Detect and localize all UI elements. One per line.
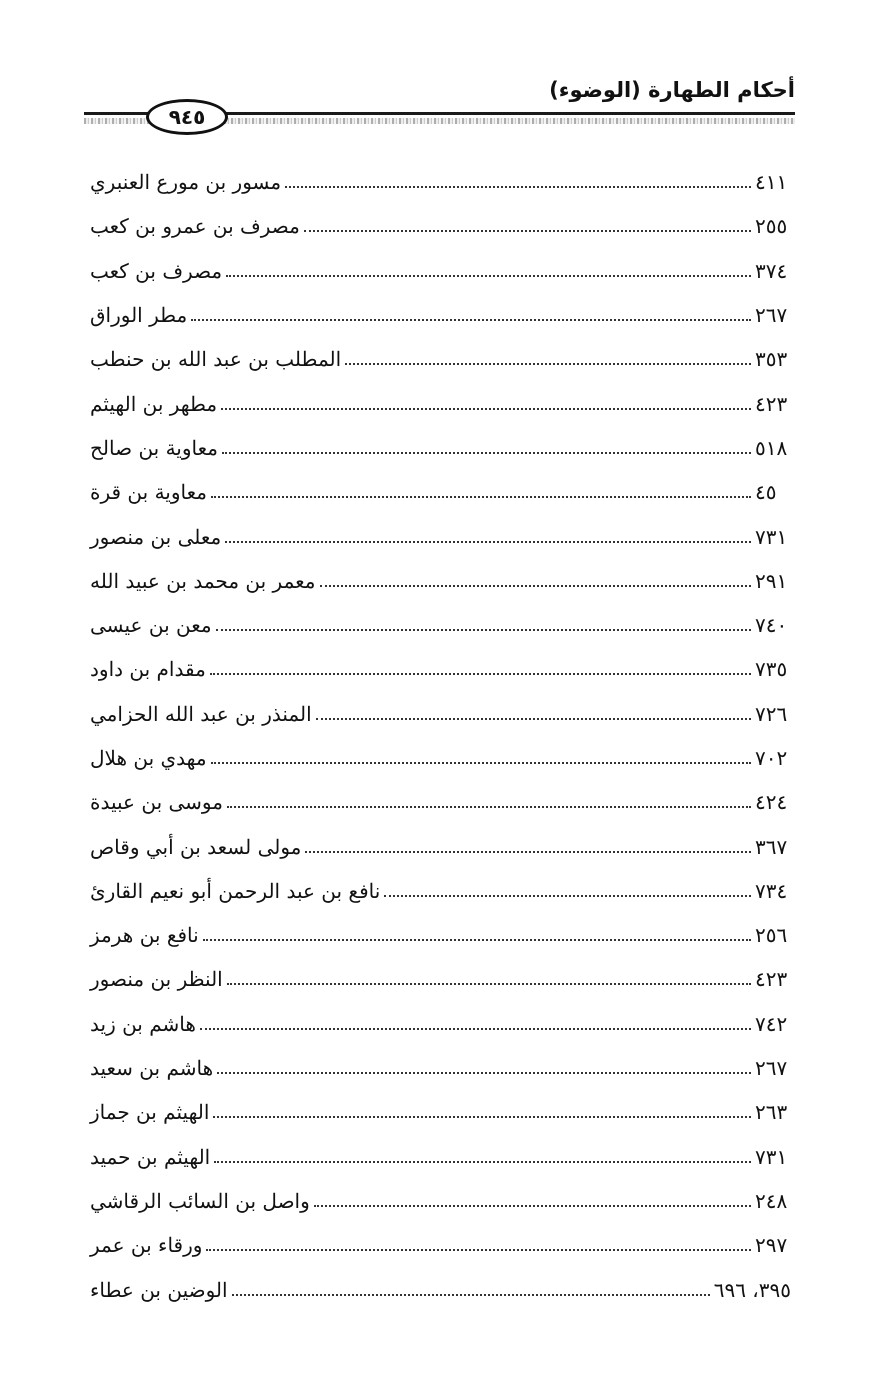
index-entry xyxy=(84,381,795,425)
index-entry xyxy=(84,249,795,293)
leader-dots xyxy=(217,1072,751,1074)
index-list xyxy=(84,160,795,1312)
leader-dots xyxy=(232,1294,710,1296)
leader-dots xyxy=(316,718,751,720)
entry-name: نافع بن هرمز xyxy=(90,923,199,948)
entry-name: مصرف بن عمرو بن كعب xyxy=(90,214,300,239)
index-entry xyxy=(84,337,795,381)
leader-dots xyxy=(191,319,751,321)
entry-name: مطر الوراق xyxy=(90,303,188,328)
entry-page-number: ٢٦٧ xyxy=(755,1056,788,1081)
entry-page-number: ٤٢٣ xyxy=(755,967,788,992)
index-entry xyxy=(84,1179,795,1223)
entry-name: معمر بن محمد بن عبيد الله xyxy=(90,568,316,593)
entry-page-number: ٧٤٠ xyxy=(755,613,788,638)
leader-dots xyxy=(320,585,751,587)
entry-page-number: ٤٢٤ xyxy=(755,790,788,815)
leader-dots xyxy=(305,851,751,853)
entry-page-number: ٤١١ xyxy=(755,170,788,195)
entry-page-number: ٤٥ xyxy=(755,480,777,505)
index-entry xyxy=(84,603,795,647)
entry-page-number: ٢٩٧ xyxy=(755,1233,788,1258)
index-entry xyxy=(84,1046,795,1090)
entry-page-number: ٥١٨ xyxy=(755,435,788,460)
index-entry xyxy=(84,1267,795,1311)
leader-dots xyxy=(200,1028,751,1030)
entry-name: المنذر بن عبد الله الحزامي xyxy=(90,701,312,726)
entry-name: المطلب بن عبد الله بن حنطب xyxy=(90,347,342,372)
entry-page-number: ٤٢٣ xyxy=(755,391,788,416)
leader-dots xyxy=(222,452,751,454)
leader-dots xyxy=(216,629,751,631)
entry-page-number: ٧٣٤ xyxy=(755,878,788,903)
leader-dots xyxy=(214,1161,751,1163)
leader-dots xyxy=(213,1116,751,1118)
index-entry xyxy=(84,824,795,868)
leader-dots xyxy=(227,983,751,985)
entry-page-number: ٢٦٣ xyxy=(755,1100,788,1125)
index-entry xyxy=(84,647,795,691)
index-entry xyxy=(84,780,795,824)
index-entry xyxy=(84,204,795,248)
leader-dots xyxy=(203,939,751,941)
entry-name: معلى بن منصور xyxy=(90,524,222,549)
leader-dots xyxy=(285,186,751,188)
index-entry xyxy=(84,470,795,514)
index-entry xyxy=(84,293,795,337)
entry-name: نافع بن عبد الرحمن أبو نعيم القارئ xyxy=(90,878,381,903)
entry-page-number: ٢٩١ xyxy=(755,568,788,593)
entry-page-number: ٣٧٤ xyxy=(755,258,788,283)
entry-name: معاوية بن صالح xyxy=(90,435,218,460)
leader-dots xyxy=(210,673,751,675)
leader-dots xyxy=(225,541,751,543)
entry-name: مهدي بن هلال xyxy=(90,746,207,770)
index-entry xyxy=(84,913,795,957)
index-entry xyxy=(84,1090,795,1134)
index-entry xyxy=(84,957,795,1001)
page-header xyxy=(84,74,795,134)
entry-page-number: ٧٣١ xyxy=(755,1144,788,1169)
entry-name: معاوية بن قرة xyxy=(90,480,207,505)
index-entry xyxy=(84,426,795,470)
entry-page-number: ٢٥٥ xyxy=(755,214,788,239)
page-number: ٩٤٥ xyxy=(146,99,228,135)
index-entry xyxy=(84,1223,795,1267)
entry-name: الهيثم بن جماز xyxy=(90,1100,210,1125)
leader-dots xyxy=(345,363,751,365)
leader-dots xyxy=(227,806,751,808)
entry-name: مولى لسعد بن أبي وقاص xyxy=(90,834,302,859)
entry-page-number: ٣٦٧ xyxy=(755,834,788,859)
entry-page-number: ٣٥٣ xyxy=(755,347,788,372)
entry-page-number: ٧٣١ xyxy=(755,524,788,549)
index-entry xyxy=(84,736,795,780)
entry-name: النظر بن منصور xyxy=(90,967,223,992)
leader-dots xyxy=(304,230,751,232)
entry-page-number: ٢٥٦ xyxy=(755,923,788,948)
entry-name: معن بن عيسى xyxy=(90,613,212,638)
leader-dots xyxy=(226,275,751,277)
leader-dots xyxy=(314,1205,751,1207)
index-entry xyxy=(84,514,795,558)
index-entry xyxy=(84,869,795,913)
entry-name: موسى بن عبيدة xyxy=(90,790,223,815)
entry-name: مسور بن مورع العنبري xyxy=(90,170,282,195)
entry-page-number: ٧٢٦ xyxy=(755,701,788,726)
leader-dots xyxy=(206,1249,751,1251)
entry-name: واصل بن السائب الرقاشي xyxy=(90,1188,310,1213)
entry-page-number: ٧٣٥ xyxy=(755,657,788,682)
entry-page-number: ٣٩٥، ٦٩٦ xyxy=(713,1277,791,1302)
leader-dots xyxy=(211,496,751,498)
index-entry xyxy=(84,160,795,204)
entry-page-number: ٢٤٨ xyxy=(755,1188,788,1213)
entry-name: الهيثم بن حميد xyxy=(90,1144,211,1169)
entry-page-number: ٢٦٧ xyxy=(755,303,788,328)
book-title: أحكام الطهارة (الوضوء) xyxy=(549,78,795,102)
leader-dots xyxy=(384,895,751,897)
entry-name: مطهر بن الهيثم xyxy=(90,391,218,416)
leader-dots xyxy=(211,762,751,764)
entry-page-number: ٧٠٢ xyxy=(755,746,788,770)
entry-name: مصرف بن كعب xyxy=(90,258,223,283)
index-entry xyxy=(84,692,795,736)
entry-name: مقدام بن داود xyxy=(90,657,206,682)
index-entry xyxy=(84,559,795,603)
index-entry xyxy=(84,1002,795,1046)
entry-name: هاشم بن سعيد xyxy=(90,1056,214,1081)
entry-name: ورقاء بن عمر xyxy=(90,1233,203,1258)
entry-name: الوضين بن عطاء xyxy=(90,1277,228,1302)
entry-page-number: ٧٤٢ xyxy=(755,1011,788,1036)
leader-dots xyxy=(221,408,751,410)
entry-name: هاشم بن زيد xyxy=(90,1011,196,1036)
index-entry xyxy=(84,1135,795,1179)
